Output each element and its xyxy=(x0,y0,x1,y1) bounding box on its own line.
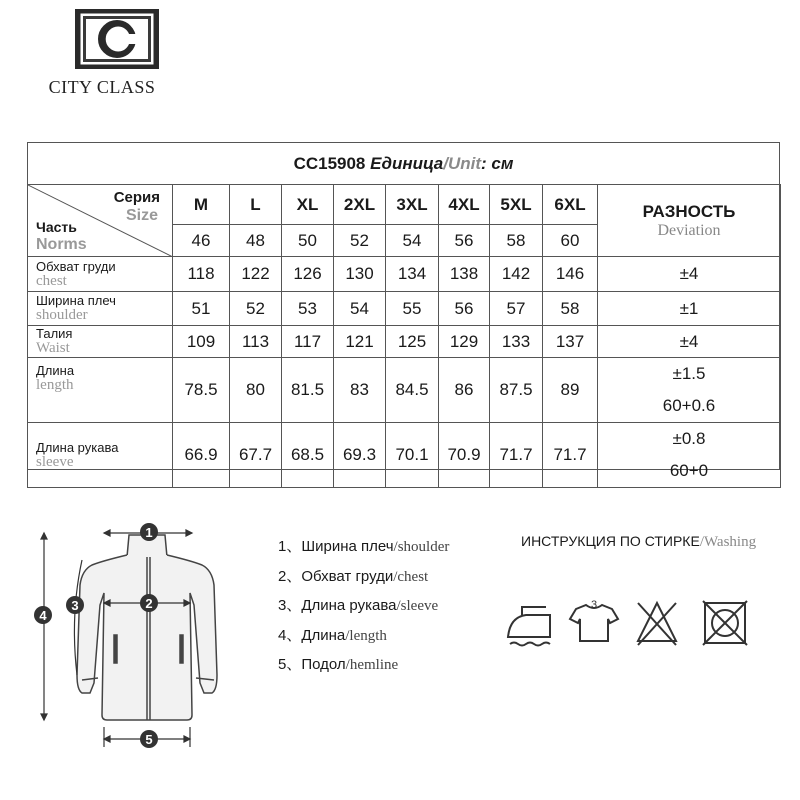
deviation-tolerance: ±0.8 xyxy=(672,429,706,448)
washing-icons xyxy=(500,595,760,655)
measure-cell: 56 xyxy=(439,292,490,326)
row-label xyxy=(28,358,173,423)
size-label: Size xyxy=(125,207,158,224)
measure-cell: 125 xyxy=(386,326,439,358)
measure-cell: 113 xyxy=(230,326,282,358)
table-title xyxy=(27,154,780,174)
deviation-header xyxy=(598,185,781,257)
series-label: Серия xyxy=(113,189,160,206)
svg-text:4: 4 xyxy=(39,608,47,623)
unit-label-ru: Единица xyxy=(370,154,444,173)
legend-item xyxy=(278,532,449,562)
legend-item xyxy=(278,562,449,592)
measure-cell: 66.9 xyxy=(173,423,230,488)
measure-cell: 70.9 xyxy=(439,423,490,488)
measure-cell: 133 xyxy=(490,326,543,358)
measurement-legend xyxy=(278,532,449,680)
measure-cell: 69.3 xyxy=(334,423,386,488)
measure-cell: 89 xyxy=(543,358,598,423)
part-label: Часть xyxy=(36,219,77,235)
measure-cell: 80 xyxy=(230,358,282,423)
marker-2 xyxy=(140,594,158,612)
corner-header-cell xyxy=(28,185,173,257)
measure-cell: 134 xyxy=(386,257,439,292)
legend-en: /chest xyxy=(393,568,429,585)
washing-title-ru: ИНСТРУКЦИЯ ПО СТИРКЕ xyxy=(521,533,700,549)
measure-cell: 54 xyxy=(334,292,386,326)
product-code: CC15908 xyxy=(293,154,366,173)
measure-cell: 137 xyxy=(543,326,598,358)
svg-text:1: 1 xyxy=(145,525,153,540)
legend-en: /hemline xyxy=(345,657,399,673)
measure-cell: 71.7 xyxy=(543,423,598,488)
washing-title-en: /Washing xyxy=(699,534,757,550)
measure-cell: 53 xyxy=(282,292,334,326)
legend-item xyxy=(278,650,449,680)
svg-text:5: 5 xyxy=(145,732,153,747)
measure-cell: 84.5 xyxy=(386,358,439,423)
norm-value: 58 xyxy=(490,225,543,257)
row-label-en: sleeve xyxy=(36,453,74,470)
marker-3 xyxy=(66,596,84,614)
table-row xyxy=(28,292,781,326)
row-label-ru: Талия xyxy=(36,326,73,341)
row-label xyxy=(28,423,173,488)
norm-value: 60 xyxy=(543,225,598,257)
legend-num: 4、 xyxy=(278,626,302,644)
size-header: 4XL xyxy=(439,185,490,225)
measure-cell: 51 xyxy=(173,292,230,326)
size-header: XL xyxy=(282,185,334,225)
row-label-ru: Длина рукава xyxy=(36,439,119,455)
legend-ru: Подол xyxy=(301,656,346,673)
measure-cell: 52 xyxy=(230,292,282,326)
legend-num: 2、 xyxy=(278,567,302,585)
svg-text:2: 2 xyxy=(145,596,153,611)
deviation-cell xyxy=(598,358,781,423)
no-tumble-dry-icon xyxy=(703,601,747,645)
measure-cell: 121 xyxy=(334,326,386,358)
legend-ru: Длина xyxy=(301,626,346,644)
measure-cell: 68.5 xyxy=(282,423,334,488)
legend-ru: Ширина плеч xyxy=(301,538,394,555)
measure-cell: 126 xyxy=(282,257,334,292)
size-header: 3XL xyxy=(386,185,439,225)
jacket-measurement-diagram xyxy=(22,515,252,755)
svg-text:3: 3 xyxy=(71,598,79,613)
legend-en: /sleeve xyxy=(396,598,439,614)
legend-num: 3、 xyxy=(278,597,302,614)
brand-logo xyxy=(74,8,160,70)
row-label-en: chest xyxy=(36,272,67,289)
norms-label: Norms xyxy=(36,236,87,253)
brand-name: CITY CLASS xyxy=(48,77,156,97)
row-label xyxy=(28,257,173,292)
deviation-cell xyxy=(598,423,781,488)
row-label-ru: Ширина плеч xyxy=(36,293,116,308)
measure-cell: 55 xyxy=(386,292,439,326)
legend-num: 1、 xyxy=(278,538,302,555)
iron-icon xyxy=(508,607,550,646)
row-label-en: shoulder xyxy=(36,307,88,323)
size-chart-table xyxy=(27,184,781,488)
row-label-en: length xyxy=(36,377,74,393)
measure-cell: 130 xyxy=(334,257,386,292)
size-header: M xyxy=(173,185,230,225)
marker-1 xyxy=(140,523,158,541)
hand-wash-icon xyxy=(570,599,618,641)
measure-cell: 86 xyxy=(439,358,490,423)
row-label xyxy=(28,326,173,358)
jacket-icon xyxy=(77,535,217,720)
measure-cell: 67.7 xyxy=(230,423,282,488)
no-bleach-icon xyxy=(638,603,676,645)
row-label-ru: Обхват груди xyxy=(36,258,116,274)
measure-cell: 81.5 xyxy=(282,358,334,423)
row-label-en: Waist xyxy=(36,340,70,356)
deviation-note: 60+0.6 xyxy=(662,396,716,415)
legend-en: /shoulder xyxy=(393,539,450,555)
deviation-cell: ±4 xyxy=(598,257,781,292)
measure-cell: 117 xyxy=(282,326,334,358)
measure-cell: 146 xyxy=(543,257,598,292)
unit-label-en: /Unit xyxy=(443,154,482,173)
row-label xyxy=(28,292,173,326)
row-label-ru: Длина xyxy=(36,363,75,378)
norm-value: 54 xyxy=(386,225,439,257)
city-class-logo-icon xyxy=(74,8,160,70)
size-header: L xyxy=(230,185,282,225)
deviation-cell: ±4 xyxy=(598,326,781,358)
size-header: 5XL xyxy=(490,185,543,225)
norm-value: 48 xyxy=(230,225,282,257)
table-row xyxy=(28,423,781,488)
legend-en: /length xyxy=(345,627,387,644)
table-row xyxy=(28,326,781,358)
svg-text:3: 3 xyxy=(590,599,598,611)
measure-cell: 57 xyxy=(490,292,543,326)
size-header: 2XL xyxy=(334,185,386,225)
measure-cell: 70.1 xyxy=(386,423,439,488)
measure-cell: 122 xyxy=(230,257,282,292)
table-row xyxy=(28,358,781,423)
measure-cell: 58 xyxy=(543,292,598,326)
legend-ru: Длина рукава xyxy=(301,597,397,614)
washing-title xyxy=(521,533,756,551)
measure-cell: 87.5 xyxy=(490,358,543,423)
measure-cell: 129 xyxy=(439,326,490,358)
deviation-cell: ±1 xyxy=(598,292,781,326)
norm-value: 56 xyxy=(439,225,490,257)
legend-num: 5、 xyxy=(278,656,302,673)
size-header: 6XL xyxy=(543,185,598,225)
table-row xyxy=(28,257,781,292)
measure-cell: 118 xyxy=(173,257,230,292)
legend-ru: Обхват груди xyxy=(301,567,394,585)
norm-value: 52 xyxy=(334,225,386,257)
measure-cell: 142 xyxy=(490,257,543,292)
legend-item xyxy=(278,621,449,651)
norm-value: 46 xyxy=(173,225,230,257)
measure-cell: 71.7 xyxy=(490,423,543,488)
unit-value: : см xyxy=(481,154,514,173)
measure-cell: 78.5 xyxy=(173,358,230,423)
legend-item xyxy=(278,591,449,621)
norm-value: 50 xyxy=(282,225,334,257)
measure-cell: 109 xyxy=(173,326,230,358)
measure-cell: 83 xyxy=(334,358,386,423)
deviation-note: 60+0 xyxy=(669,461,709,480)
deviation-label-ru: РАЗНОСТЬ xyxy=(642,201,736,221)
measure-cell: 138 xyxy=(439,257,490,292)
marker-5 xyxy=(140,730,158,748)
deviation-tolerance: ±1.5 xyxy=(672,364,706,383)
deviation-label-en: Deviation xyxy=(657,221,721,239)
marker-4 xyxy=(34,606,52,624)
